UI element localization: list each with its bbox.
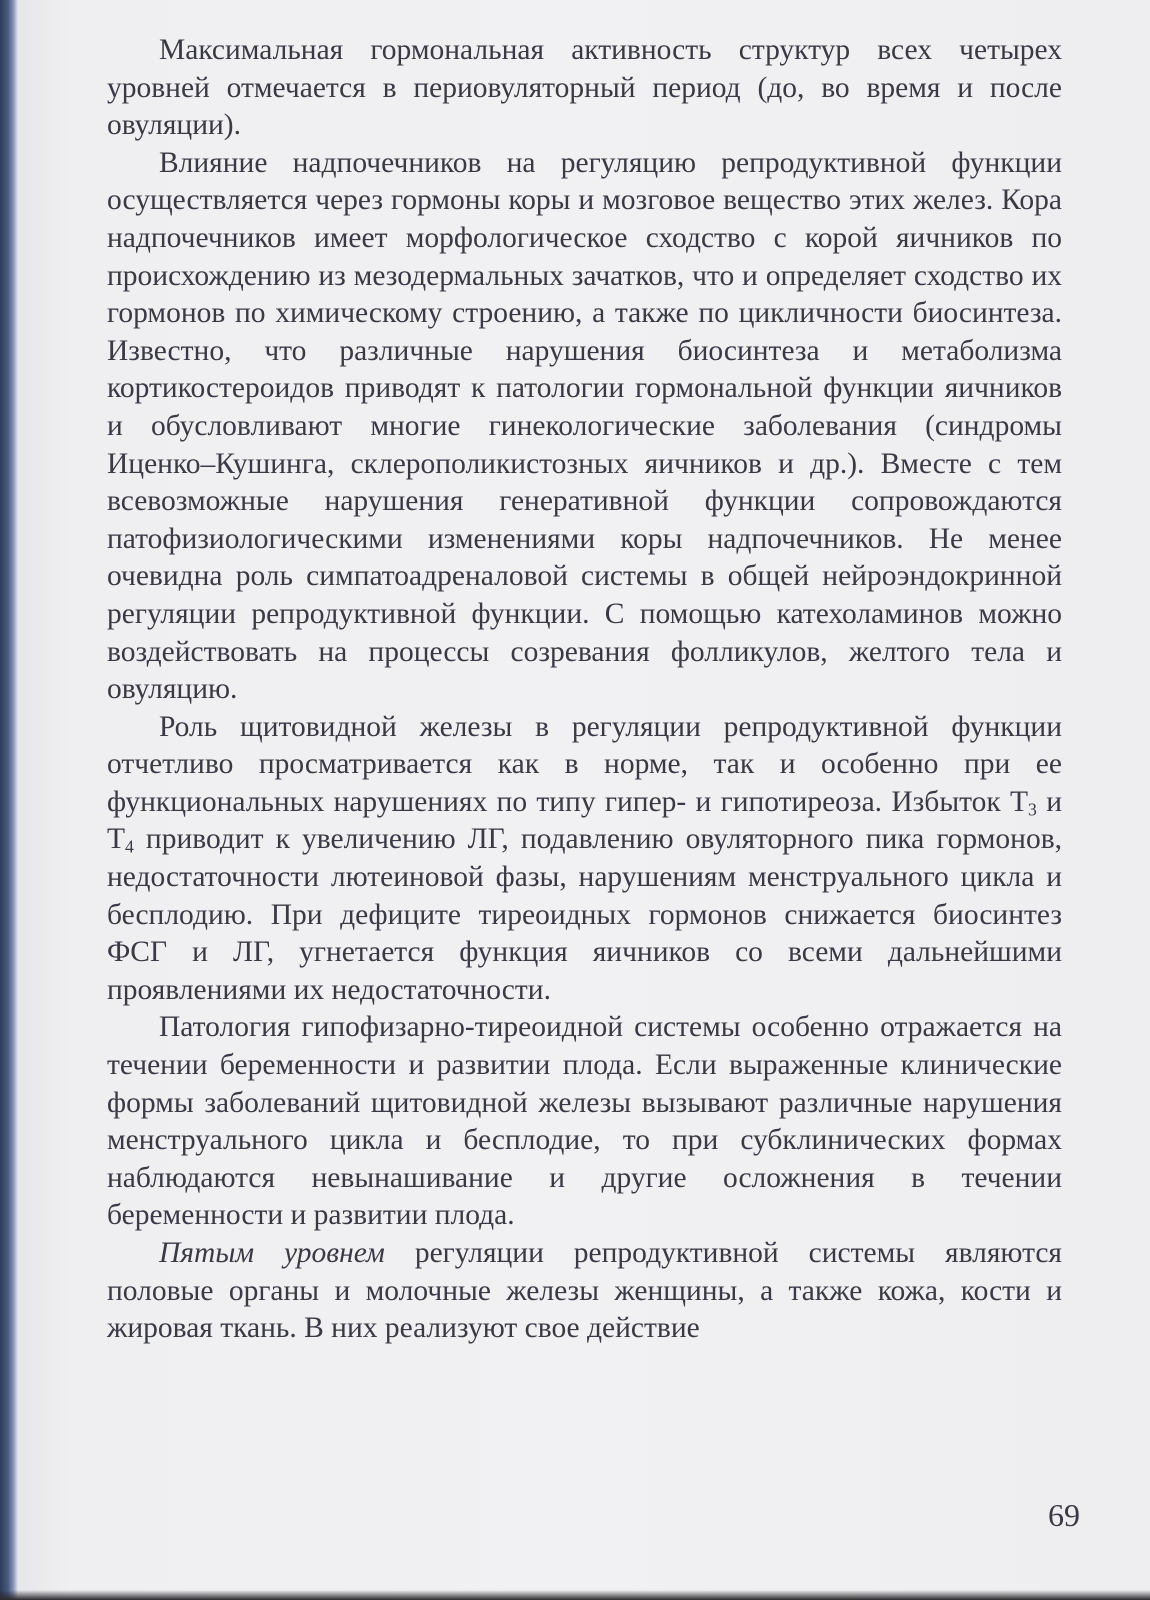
paragraph-3-text-b: и Т <box>107 785 1062 856</box>
paragraph-5 <box>107 1235 1062 1348</box>
book-binding-edge <box>0 0 18 1600</box>
page-number: 69 <box>1048 1497 1080 1533</box>
paragraph-1: Максимальная гормональная активность структур всех четырех уровней отмечается в периовуляторный период (до, во время и после овуляции). <box>107 34 1062 142</box>
page-text <box>107 32 1062 1348</box>
paragraph-3 <box>107 709 1062 1010</box>
paragraph-5-text: регуляции репродуктивной системы являются половые органы и молочные железы женщины, а также кожа, кости и жировая ткань. В них реализуют свое действие <box>107 1237 1062 1345</box>
paragraph-3-text-a: Роль щитовидной железы в регуляции репродуктивной функции отчетливо просматривается как в норме, так и особенно при ее функциональных нарушениях по типу гипер- и гипотиреоза. Избыток Т <box>107 710 1062 818</box>
paragraph-3-text-c: приводит к увеличению ЛГ, подавлению овуляторного пика гормонов, недостаточности лютеиновой фазы, нарушениям менструального цикла и бесплодию. При дефиците тиреоидных гормонов снижается биосинтез ФСГ и ЛГ, угнетается функция яичников со всеми дальнейшими проявлениями их недостаточности. <box>107 823 1062 1006</box>
paragraph-4: Патология гипофизарно-тиреоидной системы особенно отражается на течении беременности и развитии плода. Если выраженные клинические формы заболеваний щитовидной железы вызывают различные нарушения менструального цикла и бесплодие, то при субклинических формах наблюдаются невынашивание и другие осложнения в течении беременности и развитии плода. <box>107 1011 1062 1232</box>
page-bottom-edge <box>0 1590 1150 1600</box>
paragraph-5-emphasis: Пятым уровнем <box>159 1237 385 1269</box>
subscript-3: 3 <box>1028 799 1037 820</box>
subscript-4: 4 <box>125 836 134 857</box>
paragraph-2: Влияние надпочечников на регуляцию репродуктивной функции осуществляется через гормоны коры и мозговое вещество этих желез. Кора надпочечников имеет морфологическое сходство с корой яичников по происхождению из мезодермальных зачатков, что и определяет сходство их гормонов по химическому строению, а также по цикличности биосинтеза. Известно, что различные нарушения биосинтеза и метаболизма кортикостероидов приводят к патологии гормональной функции яичников и обусловливают многие гинекологические заболевания (синдромы Иценко–Кушинга, склерополикистозных яичников и др.). Вместе с тем всевозможные нарушения генеративной функции сопровождаются патофизиологическими изменениями коры надпочечников. Не менее очевидна роль симпатоадреналовой системы в общей нейроэндокринной регуляции репродуктивной функции. С помощью катехоламинов можно воздействовать на процессы созревания фолликулов, желтого тела и овуляцию. <box>107 146 1062 706</box>
